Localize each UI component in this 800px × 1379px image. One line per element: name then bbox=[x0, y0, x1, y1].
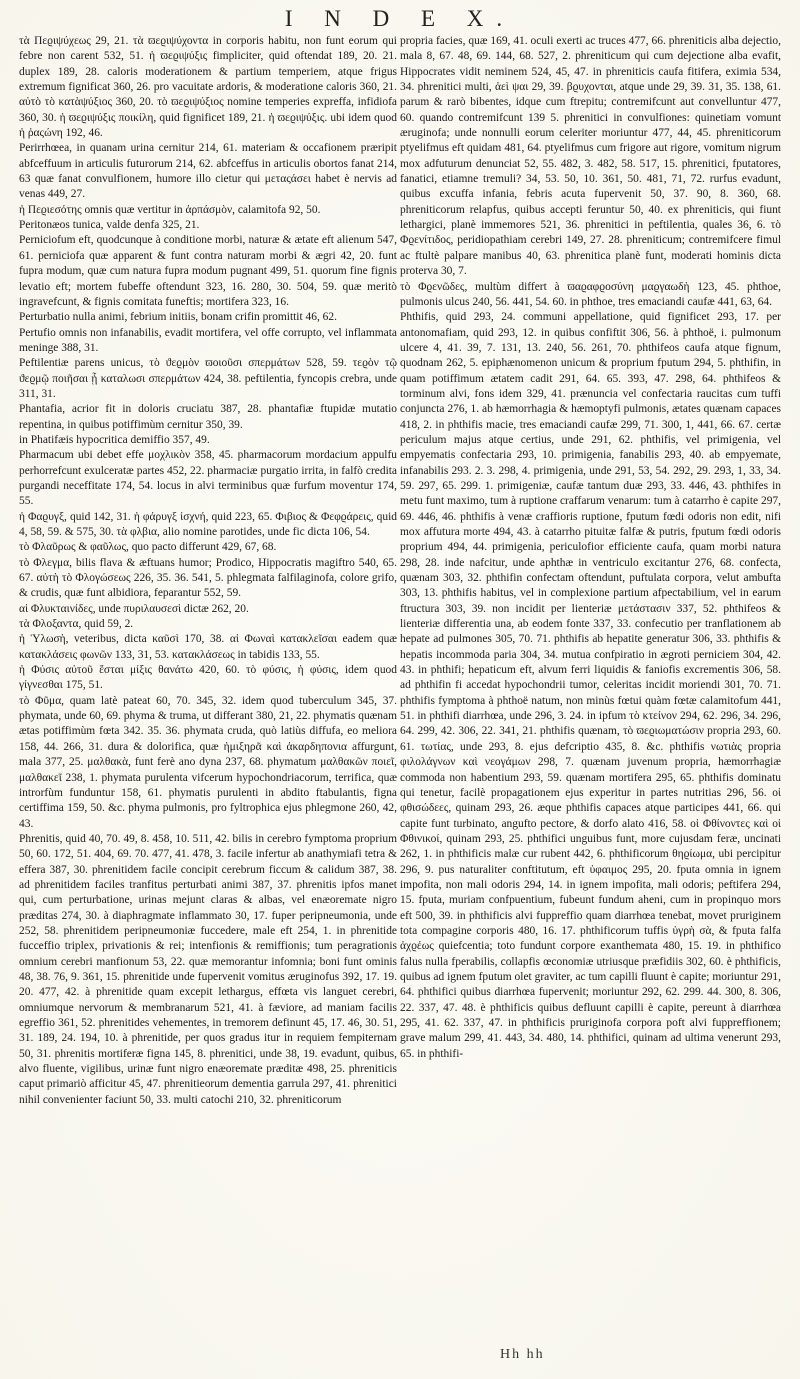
index-entry: τὰ Φλοξαντα, quid 59, 2. bbox=[19, 618, 134, 631]
index-entry: Phantafia, acrior fit in doloris cruciatu 387, 28. phantafiæ ftupidæ mutatio repentina, in quibus potiffimùm cernitur 350, 39. bbox=[19, 403, 397, 431]
index-entry: in Phatifæis hypocritica demiffio 357, 49. bbox=[19, 433, 210, 446]
index-entry: τὰ Πεϱιψύχεως 29, 21. τὰ ϖεϱιψύχοντα in corporis habitu, non funt eorum qui febre non carent 532, 51. ἡ ϖεϱιψύξις fimpliciter, quid oftendat 189, 20. 21. duplex 189, 28. caloris moderationem & partium temperiem, atque frigus extremum fignificat 360, 26. pro vacuitate ardoris, & moderatione caloris 360, 21. αὐτὸ τὸ κατὰψύξιος 360, 20. τὸ ϖεϱιψύξιος nomine temperies expreffa, infidiofa 360, 30. ἡ ϖεϱιψύξις ποικίλη, quid fignificet 189, 21. ἡ ϖεϱιψύξις. ubi idem quod ἡ ῥαςώνη 192, 46. bbox=[19, 35, 397, 140]
index-entry: Perturbatio nulla animi, febrium initiis, bonam crifin promittit 46, 62. bbox=[19, 311, 337, 324]
index-entry: Peritonæos tunica, valde denfa 325, 21. bbox=[19, 219, 200, 232]
index-entry: τὸ Φῦμα, quam latè pateat 60, 70. 345, 32. idem quod tuberculum 345, 37. phymata, unde 60, 69. phyma & truma, ut differant 380, 21, 22. phymatis quænam ætas potiffimùm fœta 342. 35. 36. phymata cruda, quò latiùs diffufa, eo meliora 158, 44. 266, 31. dura & dolorifica, quæ ἡμιξηρᾶ καὶ ἀκαρδηπονια affurgunt, mala 377, 25. μαλθακὰ, funt ferè ano dyna 237, 68. phymatum μαλθακῶν ποιεῖ, μαλθακεῖ 238, 1. phymata purulenta vifcerum hypochondriacorum, terrifica, quæ introrfùm funduntur 158, 61. phymatis purulenti in abdito ftabulantis, figna certiffima 159, 50. &c. phyma pulmonis, pro fyltrophica ejus phlegmone 260, 42, 43. bbox=[19, 694, 397, 830]
index-entry: ἡ Φαϱυγξ, quid 142, 31. ἡ φάρυγξ ἰσχνή, quid 223, 65. Φιβιος & Φεφϱάρεις, quid 4, 58, 59. & 575, 30. τὰ φλβια, alio nomine parotides, unde fic dicta 106, 54. bbox=[19, 510, 397, 538]
index-entry: αἱ Φλυκταινίδες, unde πυριλαυσεσὶ dictæ 262, 20. bbox=[19, 602, 249, 615]
signature-mark: Hh hh bbox=[500, 1347, 545, 1362]
index-entry: ἡ Ὑλωσὴ, veteribus, dicta καῦσὶ 170, 38. αἱ Φωναὶ κατακλεῖσαι eadem quæ κατακλάσεις φωνῶν 133, 31, 53. κατακλάσεως in tabidis 133, 55. bbox=[19, 633, 397, 661]
left-column bbox=[19, 34, 397, 1340]
index-entry: τὸ Φϱενῶδες, multùm differt à ϖαϱαφϱοσύνη μαϱγαωδὴ 123, 45. phthoe, pulmonis ulcus 240, 56. 441, 54. 60. in phthoe, tres emaciandi caufæ 441, 63, 64. bbox=[400, 280, 781, 308]
index-entry: Perniciofum eft, quodcunque à conditione morbi, naturæ & ætate eft alienum 547, 61. perniciofa quæ apparent & funt contra naturam morbi & ægri 42, 20. funt fupra modum, quæ cum natura fupra modum pugnant 499, 51. quorum fine fignis levatio eft; mortem fubeffe oftendunt 323, 16. 280, 30. 504, 59. quæ meritò ingravefcunt, & fignis comitata funeftis; mortifera 323, 16. bbox=[19, 234, 397, 308]
index-header bbox=[0, 6, 800, 36]
index-entry: ἡ Φύσις αὐτοῦ ἔσται μίξις θανάτω 420, 60. τὸ φύσις, ἡ φύσις, idem quod γίγνεσθαι 175, 51. bbox=[19, 664, 397, 692]
index-entry: propria facies, quæ 169, 41. oculi exerti ac truces 477, 66. phreniticis alba dejectio, mala 8, 67. 48, 69. 144, 68. 527, 2. phreniticum qui cum dejectione alba evafit, Hippocrates vidit neminem 524, 45, 47. in phreniticis caufa fitifera, eximia 534, 34. phrenitici multi, ἀεὶ ψαι 29, 39. βϱυχονται, atque unde 29, 39. 31, 35. 138, 61. parum & rarò bibentes, idque cum ftrepitu; contremifcunt aut convelluntur 477, 60. quando contremifcunt 139 5. phrenitici in convulfiones: quinetiam vomunt æruginofa; unde nonnulli eorum celeriter moriuntur 477, 44, 45. phreniticorum ptyelifmus eft quidam 481, 64. ptyelifmus cum frigore aut rigore, vomitum nigrum mox adfuturum denunciat 52, 55. 482, 3. 482, 58. 517, 15. phrenitici, fputatores, fanatici, etiamne tremuli? 34, 53. 50, 10. 361, 50. 481, 71, 72. rurfus evadunt, quibus excuffa infania, febris acuta fupervenit 50, 37. 90, 8. 360, 68. phreniticorum relapfus, quibus accepti feruntur 50, 40. ex phreniticis, qui fiunt lethargici, planè immemores 521, 36. phrenitici in peftilentia, quales 36, 6. τὸ Φϱενίτιδος, peridiopathiam cerebri 149, 27. 28. phreniticum; contremifcere fimul ac ftultè palpare manibus 40, 63. phrenitica planè funt, moderati hominis dicta proterva 30, 7. bbox=[400, 35, 781, 278]
index-entry: Peftilentiæ parens unicus, τὸ ϑεϱμὸν ϖοιοῦσι σπερμάτων 528, 59. τεϱὸν τῷ ϑεϱμῷ ποιῆσαι ᾗ καταλωσι σπερμάτων 424, 38. peftilentia, fyncopis crebra, unde 311, 31. bbox=[19, 357, 397, 400]
index-title: I N D E X. bbox=[284, 6, 516, 31]
index-entry: ἡ Πεϱιεσότης omnis quæ vertitur in ἀρπάσμὸν, calamitofa 92, 50. bbox=[19, 203, 321, 216]
index-entry: Pharmacum ubi debet effe μοχλικὸν 358, 45. pharmacorum mordacium appulfu perhorrefcunt exulceratæ partes 452, 22. pharmaciæ purgatio irrita, in falfò credita purgandi neceffitate 174, 54. locus in alvi terminibus quæ furfum moventur 174, 55. bbox=[19, 449, 397, 508]
index-entry: Perirrhœea, in quanam urina cernitur 214, 61. materiam & occafionem præripit abfceffuum in articulis futurorum 214, 62. abfceffus in articulis obortos fanat 214, 63 quæ fanat convulfionem, humore illo cietur qui μεταςάσει habet è nervis ad venas 449, 27. bbox=[19, 142, 397, 201]
index-entry: Phrenitis, quid 40, 70. 49, 8. 458, 10. 511, 42. bilis in cerebro fymptoma proprium 50, 60. 172, 51. 404, 69. 70. 477, 41. 478, 3. facile infertur ab anathymiafi tetra & effera 387, 30. phrenitidem facile concipit cerebrum ficcum & calidum 387, 38. ad phrenitidem faciles tranfitus perturbati animi 387, 37. phrenitis ipfos manet qui, cum perturbatione, urinas mejunt claras & albas, vel enæoremate nigro præditas 274, 30. à diaphragmate inflammato 30, 17. fuper peripneumonia, unde 252, 58. phrenitidem peripneumoniæ fuccedere, male eft 254, 1. in phrenitide fucceffio triplex, privationis & rei; intenfionis & remiffionis; tum peragrationis omnium cerebri manfionum 53, 22. quæ memorantur infomnia; boni funt ominis 48, 38. 76, 9. 361, 15. phrenitide unde fupervenit vomitus æruginofus 392, 17. 19. 20. 477, 42. à phrenitide quam excepit lethargus, effœta vis languet cerebri, omniumque nervorum & membranarum 521, 41. à fæviore, ad maniam facilis egreffio 361, 52. phrenitides vehementes, in tremorem definunt 45, 17. 46, 30. 51, 31. 189, 24. 194, 10. à phrenitide, per quos gradus itur in requiem fempiternam 50, 31. phrenitis mortiferæ figna 145, 8. phrenitici, unde 38, 19. evadunt, quibus, alvo fluente, vigilibus, urinæ funt nigro enæoremate præditæ 498, 25. phreniticis caput primariò afficitur 45, 47. phrenitieorum dementia garrula 297, 41. phrenitici nihil convenienter faciunt 50, 33. multi catochi 210, 32. phreniticorum bbox=[19, 832, 397, 1106]
index-entry: Pertufio omnis non infanabilis, evadit mortifera, vel offe corrupto, vel inflammata meninge 388, 31. bbox=[19, 326, 397, 354]
right-column bbox=[400, 34, 781, 1340]
index-entry: τὸ Φλαῦρως & φαῦλως, quo pacto differunt 429, 67, 68. bbox=[19, 541, 277, 554]
index-entry: Phthifis, quid 293, 24. communi appellatione, quid fignificet 293, 17. per antonomafiam, quid 293, 12. in quibus confiftit 306, 56. à phthoë, i. pulmonum ulcere 4, 41. 39, 7. 131, 13. 240, 56. 261, 70. phthifeos caufa atque fignum, quodnam 262, 5. epiphænomenon unicum & proprium fputum 294, 5. phthifin, in quam potiffimum ætatem cadit 291, 64. 65. 393, 47. 298, 64. phthifeos & torminum alvi, fons idem 329, 41. prænuncia vel confectaria raucitas cum tuffi conjuncta 276, 1. ab hæmorrhagia & hæmoptyfi pulmonis, ætates quænam capaces 418, 2. in phthifis macie, tres emaciandi caufæ 299, 71. 300, 1, 441, 66. 67. certæ periculum majus atque certius, unde 291, 62. phthifis, vel primigenia, vel empyematis confectaria 293, 10. primigenia, fanabilis 293, 40. ab empyemate, infanabilis 293. 2. 3. 298, 4. primigenia, unde 291, 53, 54. 292, 29. 293, 1, 33, 34. 59. 297, 65. 299. 1. primigeniæ, caufæ tantum duæ 293, 33. 446, 43. phthifes in metu funt maximo, tum à ruptione craffarum venarum: tum à catarrho è capite 297, 69. 446, 46. phthifis à venæ craffioris ruptione, fputum fœdi odoris non edit, nifi mox affutura morte 494, 43. à catarrho pituitæ falfæ & putris, fputum fœdi odoris proprium 494, 44. primigenia, periculofior efficiente caufa, quam morbi natura 298, 28. inde nafcitur, unde aphthæ in ventriculo excitantur 276, 68. confecta, quænam 303, 32. phthifin confectam oftendunt, puftulata corpora, velut ambufta 303, 13. phthifis habitus, vel in complexione partium afpectabilium, vel in earum ftructura 303, 39. non incidit per lienteriæ μετάστασιν 337, 52. phthifeos & lienteriæ differentia una, ab eodem fonte 337, 33. confecutio per tranflationem ab hepate ad pulmones 305, 70. 71. phthifis ab hepatite generatur 306, 33. phthifis & hepatis incommoda paria 304, 34. mutua confpiratio in ægroti perniciem 304, 42. 43. in phthifi; hepaticum eft, alvum ferri liquidis & faniofis excrementis 306, 58. ad phthifin fi accedat hypochondrii tumor, celeritas incidit moriendi 301, 70. 71. phthifis fymptoma à phthoë natum, non minùs fœtui quàm fœtæ calamitofum 441, 51. in phthifi diarrhœa, unde 296, 3. 24. in ipfum τὸ κτείνον 294, 62. 296, 34. 296, 64. 299, 42. 306, 22. 341, 21. phthifis quænam, τὸ ϖεϱιωματώσιν propria 293, 60. 61. τωτίας, unde 293, 8. ejus defcriptio 435, 8. &c. phthifis νωτιὰς propria φιλολάγνων καὶ νεογάμων 298, 7. quænam juvenum propria, hæmorrhagiæ commoda non habentium 293, 59. quænam mortifera 295, 65. phthifis dominatu qui tenetur, facilè propagationem ejus experitur in partes nutritias 296, 56. οἱ φθισώδεες, quinam 293, 26. æque phthifis capaces atque participes 441, 66. qui capite funt turbinato, angufto pectore, & dorfo alato 416, 58. οἱ Φθίνοντες καὶ οἱ Φθινικοί, quinam 293, 25. phthifici unguibus funt, more cujusdam feræ, uncinati 262, 1. in phthificis malæ cur rubent 442, 6. phthificorum θηϱίωμα, ubi percipitur 296, 9. pus naturaliter conftitutum, eft ὑφαιμος 295, 20. fputa omnia in ignem impofita, non mali odoris 294, 14. in ignem impofita, mali odoris; peftifera 294, 15. fputa, muriam confpuentium, fubeunt fundum aheni, cum in propinquo mors eft 500, 39. in phthificis alvi fuppreffio quam diarrhœa tenebat, movet pruriginem tota compagine corporis 480, 16. 17. phthificorum tuffis ὑγρὴ σὰ, & fputa falfa ἀχϱέως quiefcentia; toto fundunt corpore exanthemata 480, 15. 19. in phthifico falus nulla fperabilis, collapfis œconomiæ utriusque præfidiis 302, 60. è phthificis, quibus ad ignem fputum olet graviter, ac tum capilli fluunt è capite; moriuntur 291, 64. phthifici quibus diarrhœa fupervenit; moriuntur 292, 62. 299. 44. 300, 8. 306, 22. 337, 47. 48. è phthificis quibus defluunt capilli è capite, pereunt à diarrhœa 295, 41. 62. 337, 47. in phthificis pruriginofa corpora poft alvi fuppreffionem; grave malum 299, 41. 443, 34. 480, 14. phthifici, quinam ad ultima venerunt 293, 65. in phthifi- bbox=[400, 311, 781, 1060]
index-entry: τὸ Φλεγμα, bilis flava & æftuans humor; Prodico, Hippocratis magiftro 540, 65. 67. αὐτὴ τὸ Φλογώσεως 226, 35. 36. 541, 5. phlegmata falfilaginofa, colore grifo, & crudis, quæ funt albidiora, feparantur 552, 59. bbox=[19, 556, 397, 600]
